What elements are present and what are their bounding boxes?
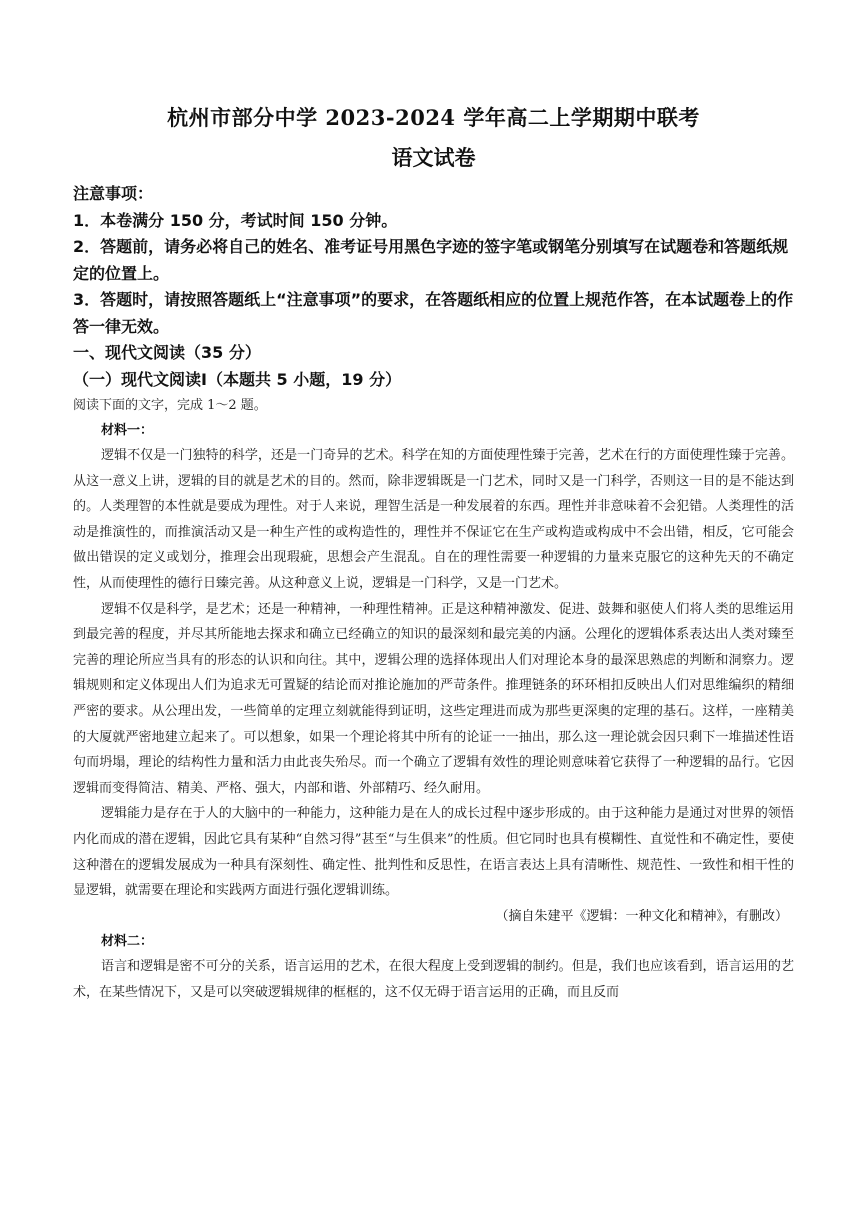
subsection-heading: （一）现代文阅读Ⅰ（本题共 5 小题，19 分） — [73, 369, 402, 389]
section-heading: 一、现代文阅读（35 分） — [73, 343, 261, 362]
notice-heading: 注意事项： — [73, 184, 154, 203]
material-1-paragraph-2: 逻辑不仅是科学，是艺术；还是一种精神，一种理性精神。正是这种精神激发、促进、鼓舞和驱使人们将人类的思维运用到最完善的程度，并尽其所能地去探求和确立已经确立的知识的最深刻和最完美的内涵。公理化的逻辑体系表达出人类对臻至完善的理论所应当具有的形态的认识和向往。其中，逻辑公理的选择体现出人们对理论本身的最深思熟虑的判断和洞察力。逻辑规则和定义体现出人们为追求无可置疑的结论而对推论施加的严苛条件。推理链条的环环相扣反映出人们对思维编织的精细严密的要求。从公理出发，一些简单的定理立刻就能得到证明，这些定理进而成为那些更深奥的定理的基石。这样，一座精美的大厦就严密地建立起来了。可以想象，如果一个理论将其中所有的论证一一抽出，那么这一理论就会因只剩下一堆描述性语句而坍塌，理论的结构性力量和活力由此丧失殆尽。而一个确立了逻辑有效性的理论则意味着它获得了一种逻辑的品行。它因逻辑而变得简洁、精美、严格、强大，内部和谐、外部精巧、经久耐用。 — [73, 601, 794, 796]
material-1-label: 材料一： — [101, 423, 154, 438]
material-1-paragraph-1: 逻辑不仅是一门独特的科学，还是一门奇异的艺术。科学在知的方面使理性臻于完善，艺术在行的方面使理性臻于完善。从这一意义上讲，逻辑的目的就是艺术的目的。然而，除非逻辑既是一门艺术，同时又是一门科学，否则这一目的是不能达到的。人类理智的本性就是要成为理性。对于人来说，理智生活是一种发展着的东西。理性并非意味着不会犯错。人类理性的活动是推演性的，而推演活动又是一种生产性的或构造性的，理性并不保证它在生产或构造或构成中不会出错，相反，它可能会做出错误的定义或划分，推理会出现瑕疵，思想会产生混乱。自在的理性需要一种逻辑的力量来克服它的这种先天的不确定性，从而使理性的德行日臻完善。从这种意义上说，逻辑是一门科学，又是一门艺术。 — [73, 448, 794, 591]
material-1-paragraph-3: 逻辑能力是存在于人的大脑中的一种能力，这种能力是在人的成长过程中逐步形成的。由于这种能力是通过对世界的领悟内化而成的潜在逻辑，因此它具有某种“自然习得”甚至“与生俱来”的性质。但它同时也具有模糊性、直觉性和不确定性，要使这种潜在的逻辑发展成为一种具有深刻性、确定性、批判性和反思性，在语言表达上具有清晰性、规范性、一致性和相干性的显逻辑，就需要在理论和实践两方面进行强化逻辑训练。 — [73, 806, 794, 899]
notice-item-3: 3．答题时，请按照答题纸上“注意事项”的要求，在答题纸相应的位置上规范作答，在本试题卷上的作答一律无效。 — [73, 290, 794, 336]
notice-item-2: 2．答题前，请务必将自己的姓名、准考证号用黑色字迹的签字笔或钢笔分别填写在试题卷和答题纸规定的位置上。 — [73, 237, 789, 283]
notice-item-1: 1．本卷满分 150 分，考试时间 150 分钟。 — [73, 210, 398, 230]
exam-title: 杭州市部分中学 2023-2024 学年高二上学期期中联考 — [167, 105, 700, 130]
exam-subtitle: 语文试卷 — [391, 145, 476, 170]
material-2-paragraph-1: 语言和逻辑是密不可分的关系，语言运用的艺术，在很大程度上受到逻辑的制约。但是，我们也应该看到，语言运用的艺术，在某些情况下，又是可以突破逻辑规律的框框的，这不仅无碍于语言运用的正确，而且反而 — [73, 959, 794, 1000]
material-2-label: 材料二： — [101, 934, 154, 950]
material-1-source: （摘自朱建平《逻辑：一种文化和精神》，有删改） — [495, 908, 788, 924]
reading-instruction: 阅读下面的文字，完成 1～2 题。 — [73, 398, 267, 413]
exam-page — [73, 98, 794, 1005]
